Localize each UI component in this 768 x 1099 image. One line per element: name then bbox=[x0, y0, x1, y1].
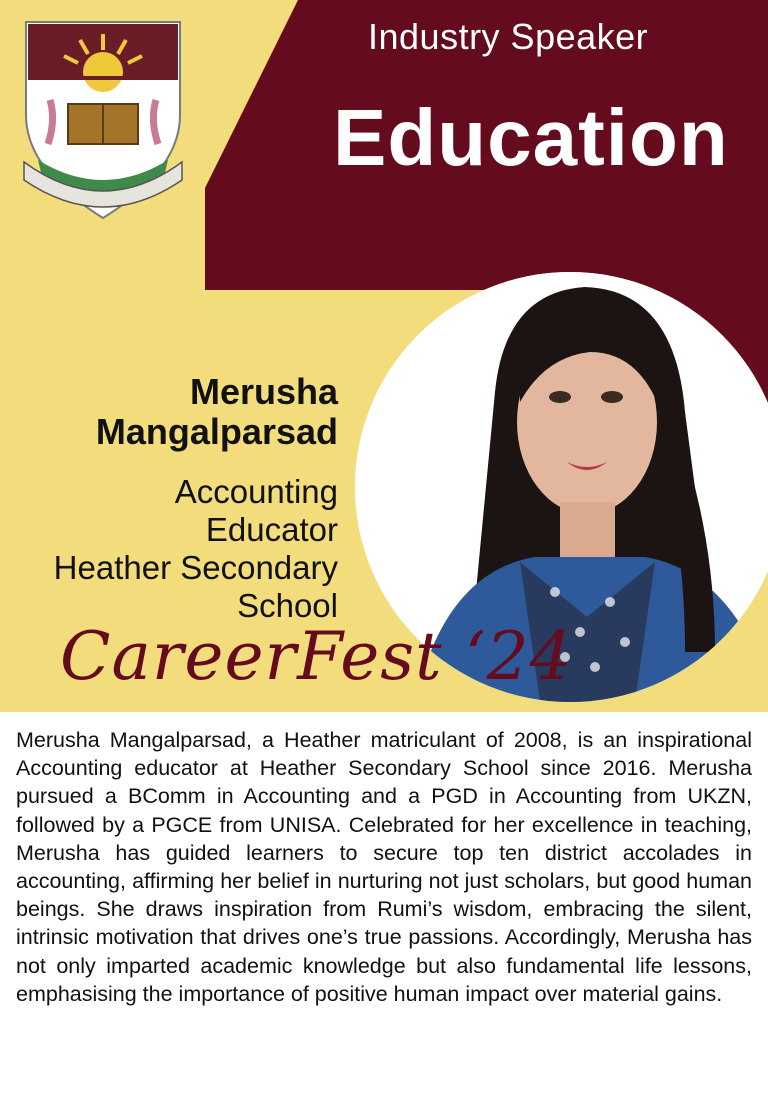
role-line-1: Accounting bbox=[174, 473, 338, 510]
role-line-4: School bbox=[237, 586, 338, 624]
speaker-type-heading: Industry Speaker bbox=[368, 16, 649, 57]
speaker-name bbox=[96, 372, 338, 451]
role-line-2: Educator bbox=[205, 510, 338, 548]
speaker-role bbox=[54, 473, 338, 625]
role-line-3: Heather Secondary bbox=[53, 548, 338, 586]
speaker-bio: Merusha Mangalparsad, a Heather matriculant of 2008, is an inspirational Accounting educator at Heather Secondary School since 2016. Merusha pursued a BComm in Accounting and a PGD in Accounting from UKZN, followed by a PGCE from UNISA. Celebrated for her excellence in teaching, Merusha has guided learners to secure top ten district accolades in accounting, affirming her belief in nurturing not just scholars, but good human beings. She draws inspiration from Rumi’s wisdom, embracing the silent, intrinsic motivation that drives one’s true passions. Accordingly, Merusha has not only imparted academic knowledge but also fundamental life lessons, emphasising the importance of positive human impact over material gains. bbox=[16, 728, 752, 1006]
school-crest-icon bbox=[22, 20, 184, 220]
category-title: Education bbox=[333, 93, 729, 182]
event-title: CareerFest ‘24 bbox=[60, 618, 573, 695]
speaker-first-name: Merusha bbox=[189, 371, 338, 412]
speaker-last-name: Mangalparsad bbox=[95, 410, 338, 452]
